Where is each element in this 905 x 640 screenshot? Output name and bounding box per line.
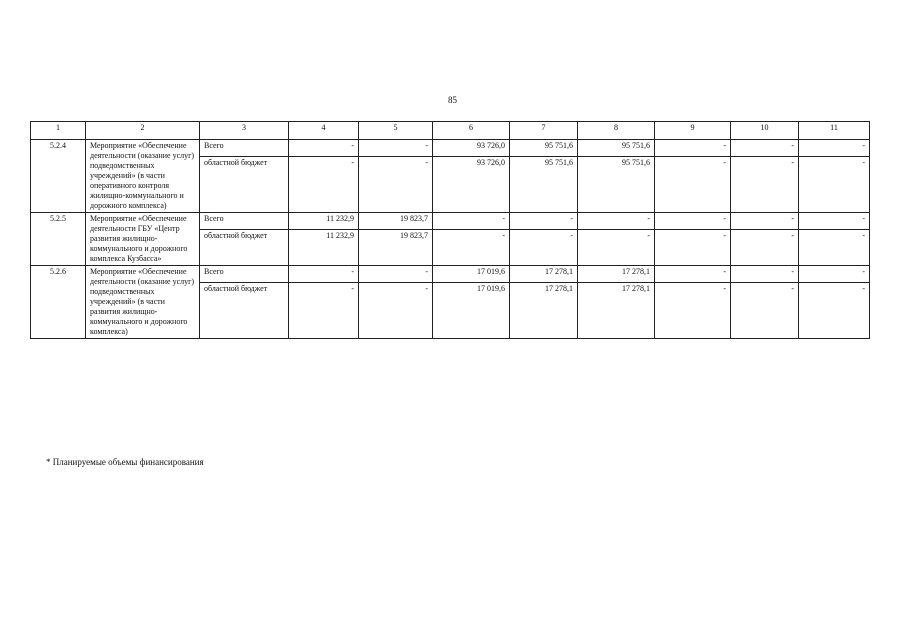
value-cell: - — [289, 266, 359, 283]
table-row — [31, 266, 870, 283]
value-cell: - — [578, 213, 655, 230]
funding-source: областной бюджет — [200, 283, 289, 339]
footnote: * Планируемые объемы финансирования — [46, 457, 204, 467]
column-header: 9 — [655, 122, 731, 140]
funding-source: областной бюджет — [200, 230, 289, 266]
funding-source: Всего — [200, 140, 289, 157]
value-cell: 19 823,7 — [359, 230, 433, 266]
value-cell: - — [433, 213, 510, 230]
value-cell: 95 751,6 — [578, 157, 655, 213]
value-cell: - — [289, 157, 359, 213]
value-cell: - — [359, 157, 433, 213]
value-cell: 17 278,1 — [578, 266, 655, 283]
value-cell: 17 278,1 — [510, 283, 578, 339]
item-name: Мероприятие «Обеспечение деятельности ГБУ «Центр развития жилищно-коммунального и дорожного комплекса Кузбасса» — [86, 213, 200, 266]
column-header: 10 — [731, 122, 799, 140]
column-header: 1 — [31, 122, 86, 140]
column-header: 3 — [200, 122, 289, 140]
value-cell: - — [578, 230, 655, 266]
column-header: 2 — [86, 122, 200, 140]
column-header: 4 — [289, 122, 359, 140]
value-cell: - — [655, 140, 731, 157]
value-cell: - — [731, 213, 799, 230]
value-cell: 19 823,7 — [359, 213, 433, 230]
value-cell: - — [799, 230, 870, 266]
value-cell: 17 278,1 — [578, 283, 655, 339]
item-name: Мероприятие «Обеспечение деятельности (оказание услуг) подведомственных учреждений» (в части развития жилищно-коммунального и дорожного комплекса) — [86, 266, 200, 339]
column-header: 6 — [433, 122, 510, 140]
table-row — [31, 140, 870, 157]
value-cell: - — [359, 140, 433, 157]
value-cell: - — [655, 213, 731, 230]
value-cell: - — [655, 157, 731, 213]
value-cell: - — [799, 157, 870, 213]
value-cell: 17 019,6 — [433, 283, 510, 339]
item-number: 5.2.5 — [31, 213, 86, 266]
table-row — [31, 213, 870, 230]
value-cell: - — [799, 213, 870, 230]
value-cell: 95 751,6 — [510, 140, 578, 157]
value-cell: 95 751,6 — [510, 157, 578, 213]
value-cell: - — [731, 140, 799, 157]
value-cell: - — [731, 230, 799, 266]
value-cell: - — [799, 266, 870, 283]
item-number: 5.2.6 — [31, 266, 86, 339]
value-cell: 11 232,9 — [289, 230, 359, 266]
page-number: 85 — [448, 95, 457, 105]
value-cell: 17 278,1 — [510, 266, 578, 283]
value-cell: 11 232,9 — [289, 213, 359, 230]
value-cell: - — [799, 140, 870, 157]
funding-source: областной бюджет — [200, 157, 289, 213]
funding-source: Всего — [200, 266, 289, 283]
value-cell: 93 726,0 — [433, 140, 510, 157]
funding-source: Всего — [200, 213, 289, 230]
value-cell: - — [655, 283, 731, 339]
value-cell: - — [359, 283, 433, 339]
value-cell: 17 019,6 — [433, 266, 510, 283]
column-header: 7 — [510, 122, 578, 140]
value-cell: - — [731, 283, 799, 339]
value-cell: - — [799, 283, 870, 339]
value-cell: - — [289, 140, 359, 157]
column-header: 5 — [359, 122, 433, 140]
value-cell: - — [359, 266, 433, 283]
item-name: Мероприятие «Обеспечение деятельности (оказание услуг) подведомственных учреждений» (в части оперативного контроля жилищно-коммунального и дорожного комплекса) — [86, 140, 200, 213]
value-cell: 93 726,0 — [433, 157, 510, 213]
value-cell: - — [510, 213, 578, 230]
value-cell: - — [731, 266, 799, 283]
value-cell: - — [289, 283, 359, 339]
item-number: 5.2.4 — [31, 140, 86, 213]
header-row — [31, 122, 870, 140]
value-cell: - — [655, 266, 731, 283]
value-cell: - — [510, 230, 578, 266]
value-cell: 95 751,6 — [578, 140, 655, 157]
value-cell: - — [433, 230, 510, 266]
financing-table — [30, 121, 870, 339]
value-cell: - — [655, 230, 731, 266]
value-cell: - — [731, 157, 799, 213]
column-header: 11 — [799, 122, 870, 140]
column-header: 8 — [578, 122, 655, 140]
